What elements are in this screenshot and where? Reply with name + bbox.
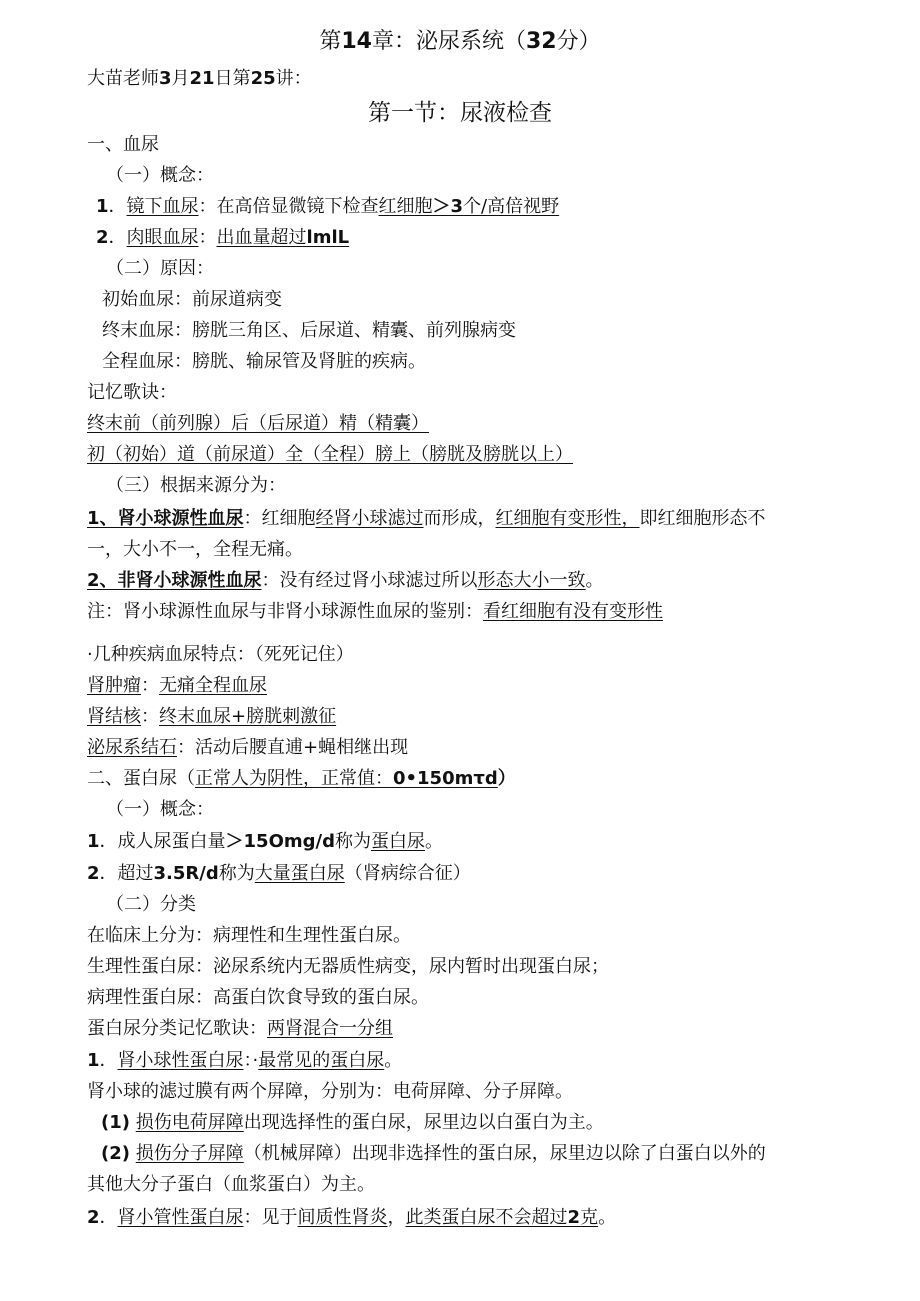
note-line: 注：肾小球源性血尿与非肾小球源性血尿的鉴别：看红细胞有没有变形性: [87, 601, 663, 622]
cause-total: 全程血尿：膀胱、输尿管及肾脏的疾病。: [102, 351, 426, 372]
disease-urinary-stone: 泌尿系结石：活动后腰直逋+蝇相继出现: [87, 737, 409, 758]
source-glomerular: 1、肾小球源性血尿：红细胞经肾小球滤过而形成，红细胞有变形性，即红细胞形态不: [87, 508, 766, 529]
subheading-concept: （一）概念：: [106, 165, 214, 186]
disease-features-heading: ·几种疾病血尿特点：（死死记住）: [87, 644, 354, 665]
barrier-charge: (1) 损伤电荷屏障出现选择性的蛋白尿，尿里边以白蛋白为主。: [101, 1112, 604, 1133]
mnemonic-label: 记忆歌诀：: [87, 382, 177, 403]
cause-terminal: 终末血尿：膀胱三角区、后尿道、精囊、前列腺病变: [102, 320, 516, 341]
mnemonic-line-2: 初（初始）道（前尿道）全（全程）膀上（膀胱及膀胱以上）: [87, 444, 573, 465]
item-proteinuria-def: 1．成人尿蛋白量＞15Omg/d称为蛋白尿。: [87, 831, 443, 852]
item-microscopic-hematuria: 1．镜下血尿：在高倍显微镜下检查红细胞＞3个/高倍视野: [96, 196, 560, 217]
barrier-intro: 肾小球的滤过膜有两个屏障，分别为：电荷屏障、分子屏障。: [87, 1081, 573, 1102]
classification-line-1: 在临床上分为：病理性和生理性蛋白尿。: [87, 925, 411, 946]
subheading-source: （三）根据来源分为：: [106, 475, 286, 496]
item-gross-hematuria: 2．肉眼血尿：出血量超过lmlL: [96, 227, 350, 248]
subheading-cause: （二）原因：: [106, 258, 214, 279]
disease-kidney-tumor: 肾肿瘤：无痛全程血尿: [87, 675, 267, 696]
item-tubular-proteinuria: 2．肾小管性蛋白尿：见于间质性肾炎，此类蛋白尿不会超过2克。: [87, 1207, 617, 1228]
heading-proteinuria: 二、蛋白尿（正常人为阴性，正常值：0•150mτd）: [87, 768, 516, 789]
mnemonic-line-1: 终末前（前列腺）后（后尿道）精（精囊）: [87, 413, 429, 434]
item-massive-proteinuria: 2．超过3.5R/d称为大量蛋白尿（肾病综合征）: [87, 863, 471, 884]
section-title: 第一节：尿液检查: [368, 100, 552, 126]
source-glomerular-cont: 一，大小不一，全程无痛。: [87, 539, 303, 560]
classification-line-2: 生理性蛋白尿：泌尿系统内无器质性病变，尿内暂时出现蛋白尿；: [87, 956, 609, 977]
disease-kidney-tb: 肾结核：终末血尿+膀胱刺激征: [87, 706, 337, 727]
barrier-molecular-cont: 其他大分子蛋白（血浆蛋白）为主。: [87, 1174, 375, 1195]
classification-mnemonic: 蛋白尿分类记忆歌诀：两肾混合一分组: [87, 1018, 393, 1039]
item-glomerular-proteinuria: 1．肾小球性蛋白尿：·最常见的蛋白尿。: [87, 1050, 403, 1071]
barrier-molecular: (2) 损伤分子屏障（机械屏障）出现非选择性的蛋白尿，尿里边以除了白蛋白以外的: [101, 1143, 766, 1164]
subheading-classification: （二）分类: [106, 894, 196, 915]
lecture-line: 大苗老师3月21日第25讲：: [87, 68, 312, 89]
source-nonglomerular: 2、非肾小球源性血尿：没有经过肾小球滤过所以形态大小一致。: [87, 570, 604, 591]
heading-hematuria: 一、血尿: [87, 134, 159, 155]
classification-line-3: 病理性蛋白尿：高蛋白饮食导致的蛋白尿。: [87, 987, 429, 1008]
cause-initial: 初始血尿：前尿道病变: [102, 289, 282, 310]
chapter-title: 第14章：泌尿系统（32分）: [319, 29, 601, 54]
subheading-concept-2: （一）概念：: [106, 799, 214, 820]
